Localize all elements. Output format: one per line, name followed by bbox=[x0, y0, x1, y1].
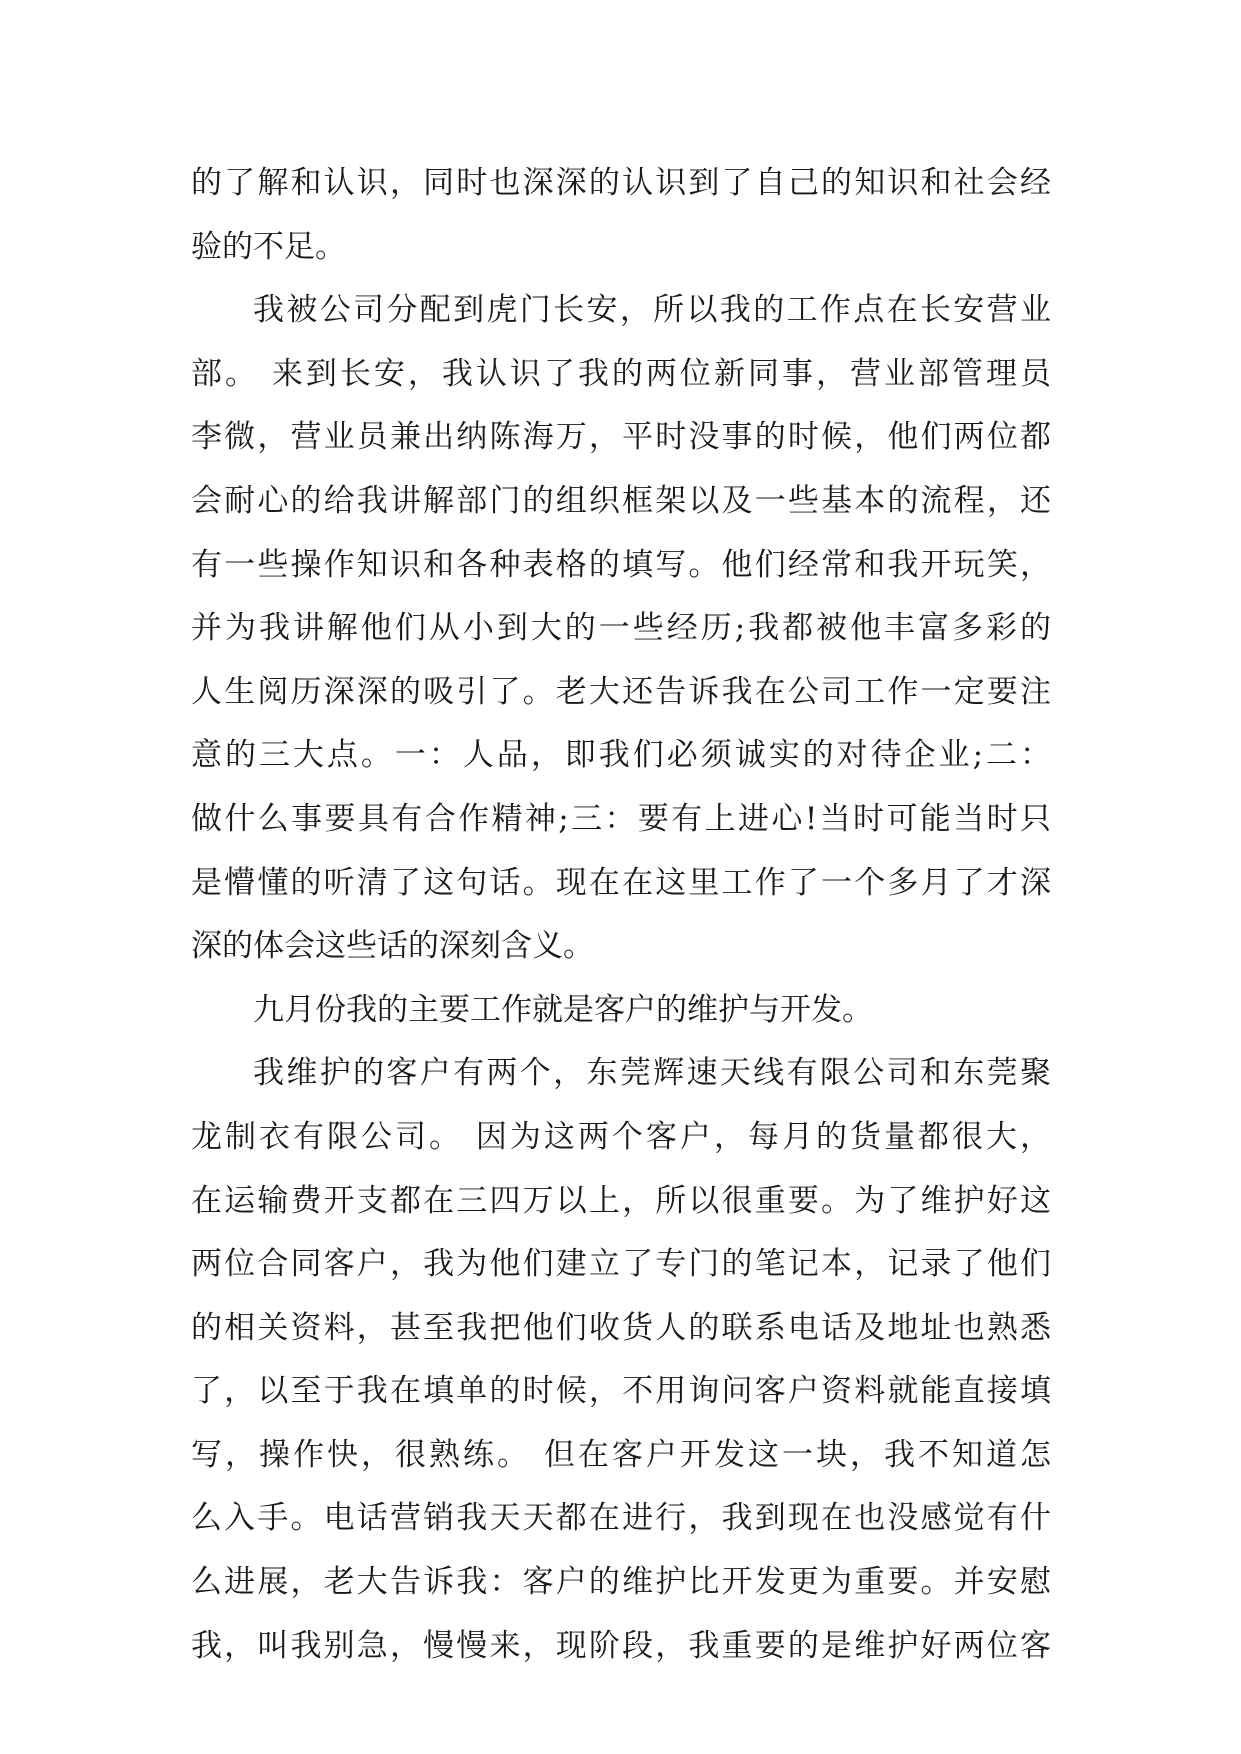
text-line: 我维护的客户有两个，东莞辉速天线有限公司和东莞聚 bbox=[253, 1055, 1051, 1092]
text-line: 验的不足。 bbox=[191, 228, 346, 265]
text-line: 会耐心的给我讲解部门的组织框架以及一些基本的流程，还 bbox=[191, 482, 1051, 519]
text-line: 有一些操作知识和各种表格的填写。他们经常和我开玩笑， bbox=[191, 546, 1051, 583]
text-line: 并为我讲解他们从小到大的一些经历;我都被他丰富多彩的 bbox=[191, 610, 1051, 647]
text-line: 我被公司分配到虎门长安，所以我的工作点在长安营业 bbox=[253, 292, 1051, 329]
text-line: 人生阅历深深的吸引了。老大还告诉我在公司工作一定要注 bbox=[191, 673, 1051, 710]
text-line: 两位合同客户，我为他们建立了专门的笔记本，记录了他们 bbox=[191, 1246, 1051, 1283]
text-line: 做什么事要具有合作精神;三：要有上进心!当时可能当时只 bbox=[191, 800, 1051, 837]
body-text bbox=[191, 152, 1051, 1678]
text-line: 么入手。电话营销我天天都在进行，我到现在也没感觉有什 bbox=[191, 1500, 1051, 1537]
text-line: 九月份我的主要工作就是客户的维护与开发。 bbox=[253, 991, 873, 1028]
text-line: 在运输费开支都在三四万以上，所以很重要。为了维护好这 bbox=[191, 1182, 1051, 1219]
text-line: 李微，营业员兼出纳陈海万，平时没事的时候，他们两位都 bbox=[191, 419, 1051, 456]
text-line: 是懵懂的听清了这句话。现在在这里工作了一个多月了才深 bbox=[191, 864, 1051, 901]
text-line: 了，以至于我在填单的时候，不用询问客户资料就能直接填 bbox=[191, 1373, 1051, 1410]
text-line: 部。 来到长安，我认识了我的两位新同事，营业部管理员 bbox=[191, 355, 1051, 392]
text-line: 深的体会这些话的深刻含义。 bbox=[191, 928, 594, 965]
text-line: 意的三大点。一：人品，即我们必须诚实的对待企业;二： bbox=[191, 737, 1051, 774]
text-line: 我，叫我别急，慢慢来，现阶段，我重要的是维护好两位客 bbox=[191, 1627, 1051, 1664]
text-line: 写，操作快，很熟练。 但在客户开发这一块，我不知道怎 bbox=[191, 1436, 1051, 1473]
text-line: 么进展，老大告诉我：客户的维护比开发更为重要。并安慰 bbox=[191, 1564, 1051, 1601]
text-line: 的了解和认识，同时也深深的认识到了自己的知识和社会经 bbox=[191, 165, 1051, 201]
text-line: 的相关资料，甚至我把他们收货人的联系电话及地址也熟悉 bbox=[191, 1309, 1051, 1346]
text-line: 龙制衣有限公司。 因为这两个客户，每月的货量都很大， bbox=[191, 1118, 1051, 1155]
